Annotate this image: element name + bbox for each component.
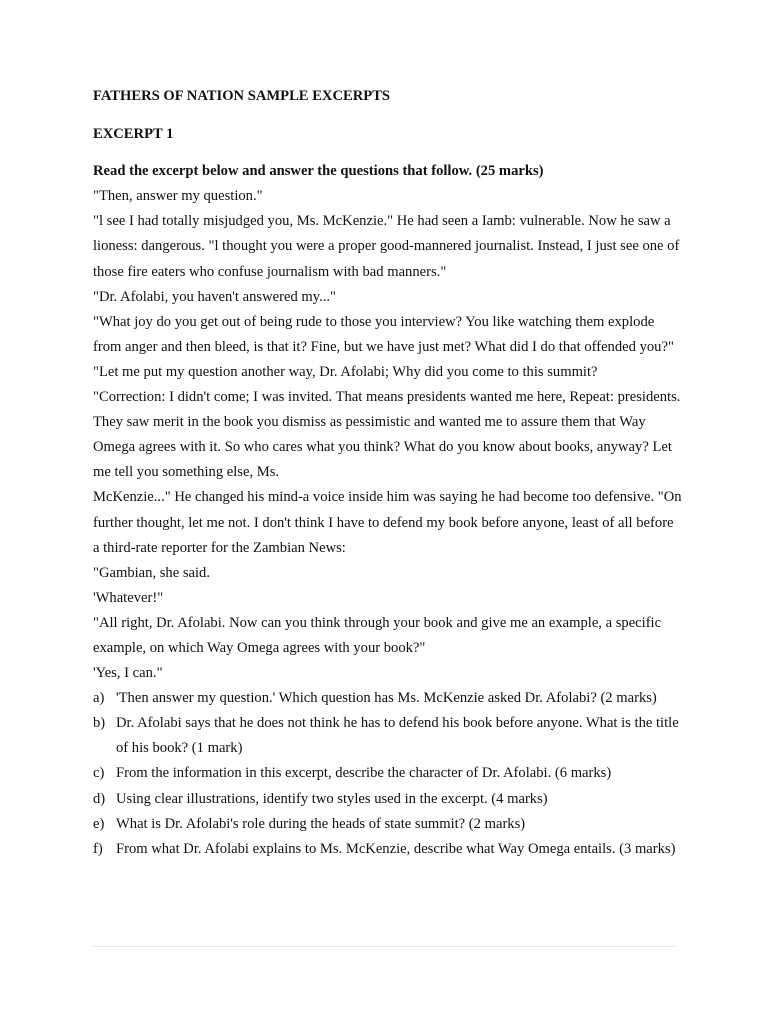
question-letter: b) xyxy=(93,715,106,732)
question-text: From what Dr. Afolabi explains to Ms. McKenzie, describe what Way Omega entails. (3 marks) xyxy=(116,840,676,857)
excerpt-paragraph: 'Yes, I can." xyxy=(93,665,163,682)
excerpt-paragraph: "l see I had totally misjudged you, Ms. McKenzie." He had seen a Iamb: vulnerable. Now he saw a lioness: dangerous. "l thought you were a proper good-mannered journalist. Instead, I just see one of those fire eaters who confuse journalism with bad manners." xyxy=(93,213,680,280)
question-text: From the information in this excerpt, describe the character of Dr. Afolabi. (6 marks) xyxy=(116,765,612,782)
page-divider xyxy=(93,946,675,947)
question-letter: a) xyxy=(93,690,105,707)
question-item xyxy=(93,711,683,761)
question-list xyxy=(93,686,683,862)
document-title: FATHERS OF NATION SAMPLE EXCERPTS xyxy=(93,88,391,104)
question-item xyxy=(93,761,683,786)
question-text: Dr. Afolabi says that he does not think he has to defend his book before anyone. What is the title of his book? (1 mark) xyxy=(116,715,679,757)
question-text: What is Dr. Afolabi's role during the heads of state summit? (2 marks) xyxy=(116,815,526,832)
question-letter: e) xyxy=(93,815,105,832)
excerpt-paragraph: McKenzie..." He changed his mind-a voice inside him was saying he had become too defensive. "On further thought, let me not. I don't think I have to defend my book before anyone, least of all before a third-rate reporter for the Zambian News: xyxy=(93,489,682,556)
document-page xyxy=(93,84,683,862)
question-text: Using clear illustrations, identify two styles used in the excerpt. (4 marks) xyxy=(116,790,548,807)
excerpt-paragraph: 'Whatever!" xyxy=(93,589,164,606)
question-letter: c) xyxy=(93,765,105,782)
excerpt-paragraph: "Dr. Afolabi, you haven't answered my..." xyxy=(93,288,336,305)
question-letter: f) xyxy=(93,840,103,857)
question-letter: d) xyxy=(93,790,106,807)
excerpt-paragraph: "Then, answer my question." xyxy=(93,188,263,205)
excerpt-paragraph: "Correction: I didn't come; I was invited. That means presidents wanted me here, Repeat: presidents. They saw merit in the book you dismiss as pessimistic and wanted me to assure them that Way Omega agrees with it. So who cares what you think? What do you know about books, anyway? Let me tell you something else, Ms. xyxy=(93,389,681,481)
excerpt-heading: EXCERPT 1 xyxy=(93,126,174,143)
instruction-text: Read the excerpt below and answer the questions that follow. (25 marks) xyxy=(93,163,544,180)
excerpt-paragraph: "Let me put my question another way, Dr. Afolabi; Why did you come to this summit? xyxy=(93,363,598,380)
question-item xyxy=(93,812,683,837)
excerpt-body xyxy=(93,184,683,686)
question-item xyxy=(93,787,683,812)
excerpt-paragraph: "All right, Dr. Afolabi. Now can you think through your book and give me an example, a specific example, on which Way Omega agrees with your book?" xyxy=(93,614,662,656)
question-item xyxy=(93,837,683,862)
question-text: 'Then answer my question.' Which question has Ms. McKenzie asked Dr. Afolabi? (2 marks) xyxy=(116,690,657,707)
question-item xyxy=(93,686,683,711)
excerpt-paragraph: "What joy do you get out of being rude to those you interview? You like watching them explode from anger and then bleed, is that it? Fine, but we have just met? What did I do that offended you?" xyxy=(93,313,674,355)
excerpt-paragraph: "Gambian, she said. xyxy=(93,564,211,581)
